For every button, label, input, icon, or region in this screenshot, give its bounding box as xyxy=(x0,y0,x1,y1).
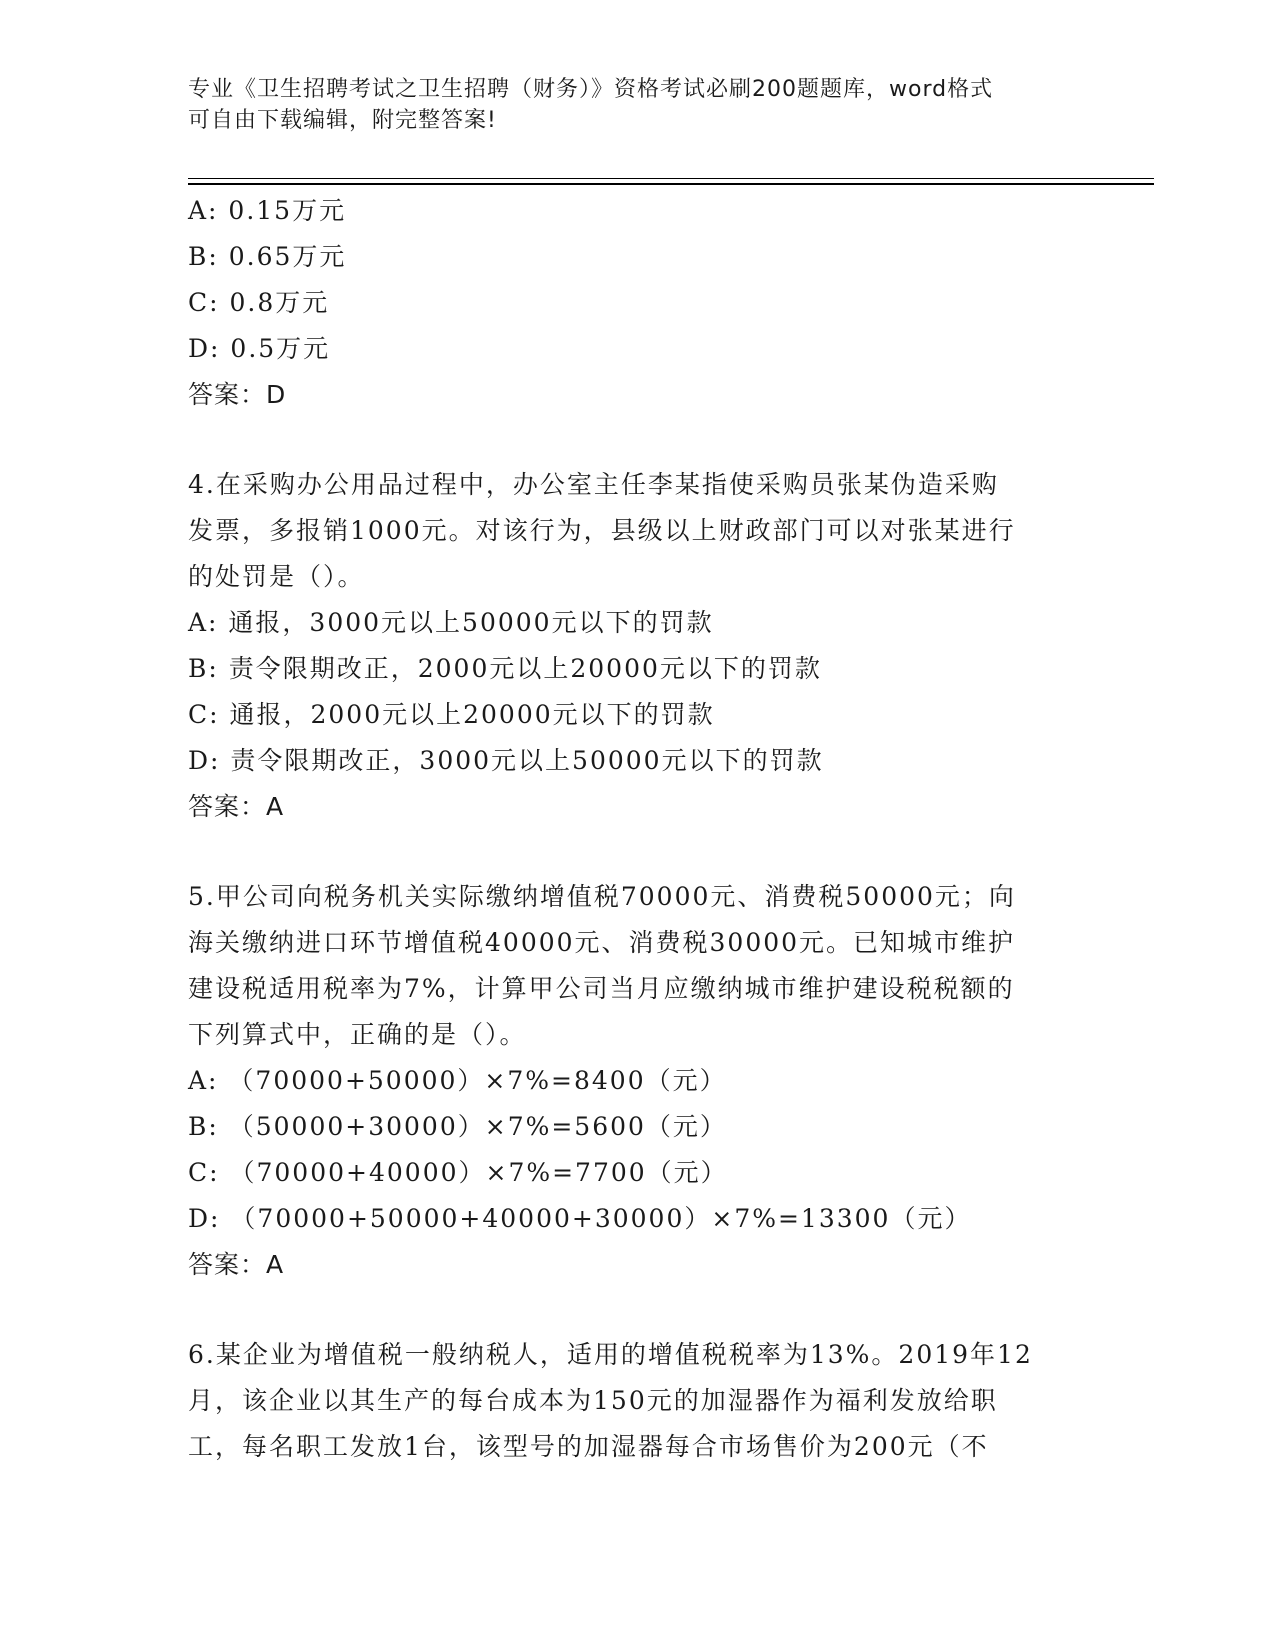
q6-stem-line-1: 6.某企业为增值税一般纳税人，适用的增值税税率为13%。2019年12 xyxy=(188,1340,1033,1369)
question-5 xyxy=(188,874,1088,1288)
q5-stem-line-4: 下列算式中，正确的是（）。 xyxy=(188,1020,527,1049)
question-4 xyxy=(188,462,1088,830)
q4-answer: 答案：A xyxy=(188,792,285,821)
q4-option-d: D: 责令限期改正，3000元以上50000元以下的罚款 xyxy=(188,746,824,775)
q5-option-d: D: （70000+50000+40000+30000）×7%=13300（元） xyxy=(188,1204,972,1233)
q5-stem-line-2: 海关缴纳进口环节增值税40000元、消费税30000元。已知城市维护 xyxy=(188,928,1016,957)
spacer xyxy=(188,418,1088,462)
q4-option-b: B: 责令限期改正，2000元以上20000元以下的罚款 xyxy=(188,654,822,683)
question-content xyxy=(188,188,1088,1470)
header-line-2: 可自由下载编辑，附完整答案! xyxy=(188,108,497,133)
q5-option-b: B: （50000+30000）×7%=5600（元） xyxy=(188,1112,727,1141)
q4-option-a: A: 通报，3000元以上50000元以下的罚款 xyxy=(188,608,714,637)
q5-option-c: C: （70000+40000）×7%=7700（元） xyxy=(188,1158,728,1187)
q5-stem-line-1: 5.甲公司向税务机关实际缴纳增值税70000元、消费税50000元；向 xyxy=(188,882,1016,911)
q5-answer: 答案：A xyxy=(188,1250,285,1279)
spacer xyxy=(188,830,1088,874)
q5-option-a: A: （70000+50000）×7%=8400（元） xyxy=(188,1066,727,1095)
spacer xyxy=(188,1288,1088,1332)
document-header xyxy=(188,74,1088,136)
question-6 xyxy=(188,1332,1088,1470)
q6-stem-line-2: 月，该企业以其生产的每台成本为150元的加湿器作为福利发放给职 xyxy=(188,1386,998,1415)
q3-option-d: D: 0.5万元 xyxy=(188,334,331,363)
header-rule-thick xyxy=(188,183,1154,185)
q3-option-c: C: 0.8万元 xyxy=(188,288,330,317)
q4-stem-line-3: 的处罚是（）。 xyxy=(188,562,365,591)
q4-stem-line-1: 4.在采购办公用品过程中，办公室主任李某指使采购员张某伪造采购 xyxy=(188,470,999,499)
header-line-1: 专业《卫生招聘考试之卫生招聘（财务）》资格考试必刷200题题库，word格式 xyxy=(188,77,994,102)
q5-stem-line-3: 建设税适用税率为7%，计算甲公司当月应缴纳城市维护建设税税额的 xyxy=(188,974,1015,1003)
header-rule-thin xyxy=(188,178,1154,179)
q6-stem-line-3: 工，每名职工发放1台，该型号的加湿器每合市场售价为200元（不 xyxy=(188,1432,989,1461)
q4-stem-line-2: 发票，多报销1000元。对该行为，县级以上财政部门可以对张某进行 xyxy=(188,516,1016,545)
question-3 xyxy=(188,188,1088,418)
q4-option-c: C: 通报，2000元以上20000元以下的罚款 xyxy=(188,700,715,729)
q3-answer: 答案：D xyxy=(188,380,287,409)
q3-option-a: A: 0.15万元 xyxy=(188,196,347,225)
q3-option-b: B: 0.65万元 xyxy=(188,242,347,271)
